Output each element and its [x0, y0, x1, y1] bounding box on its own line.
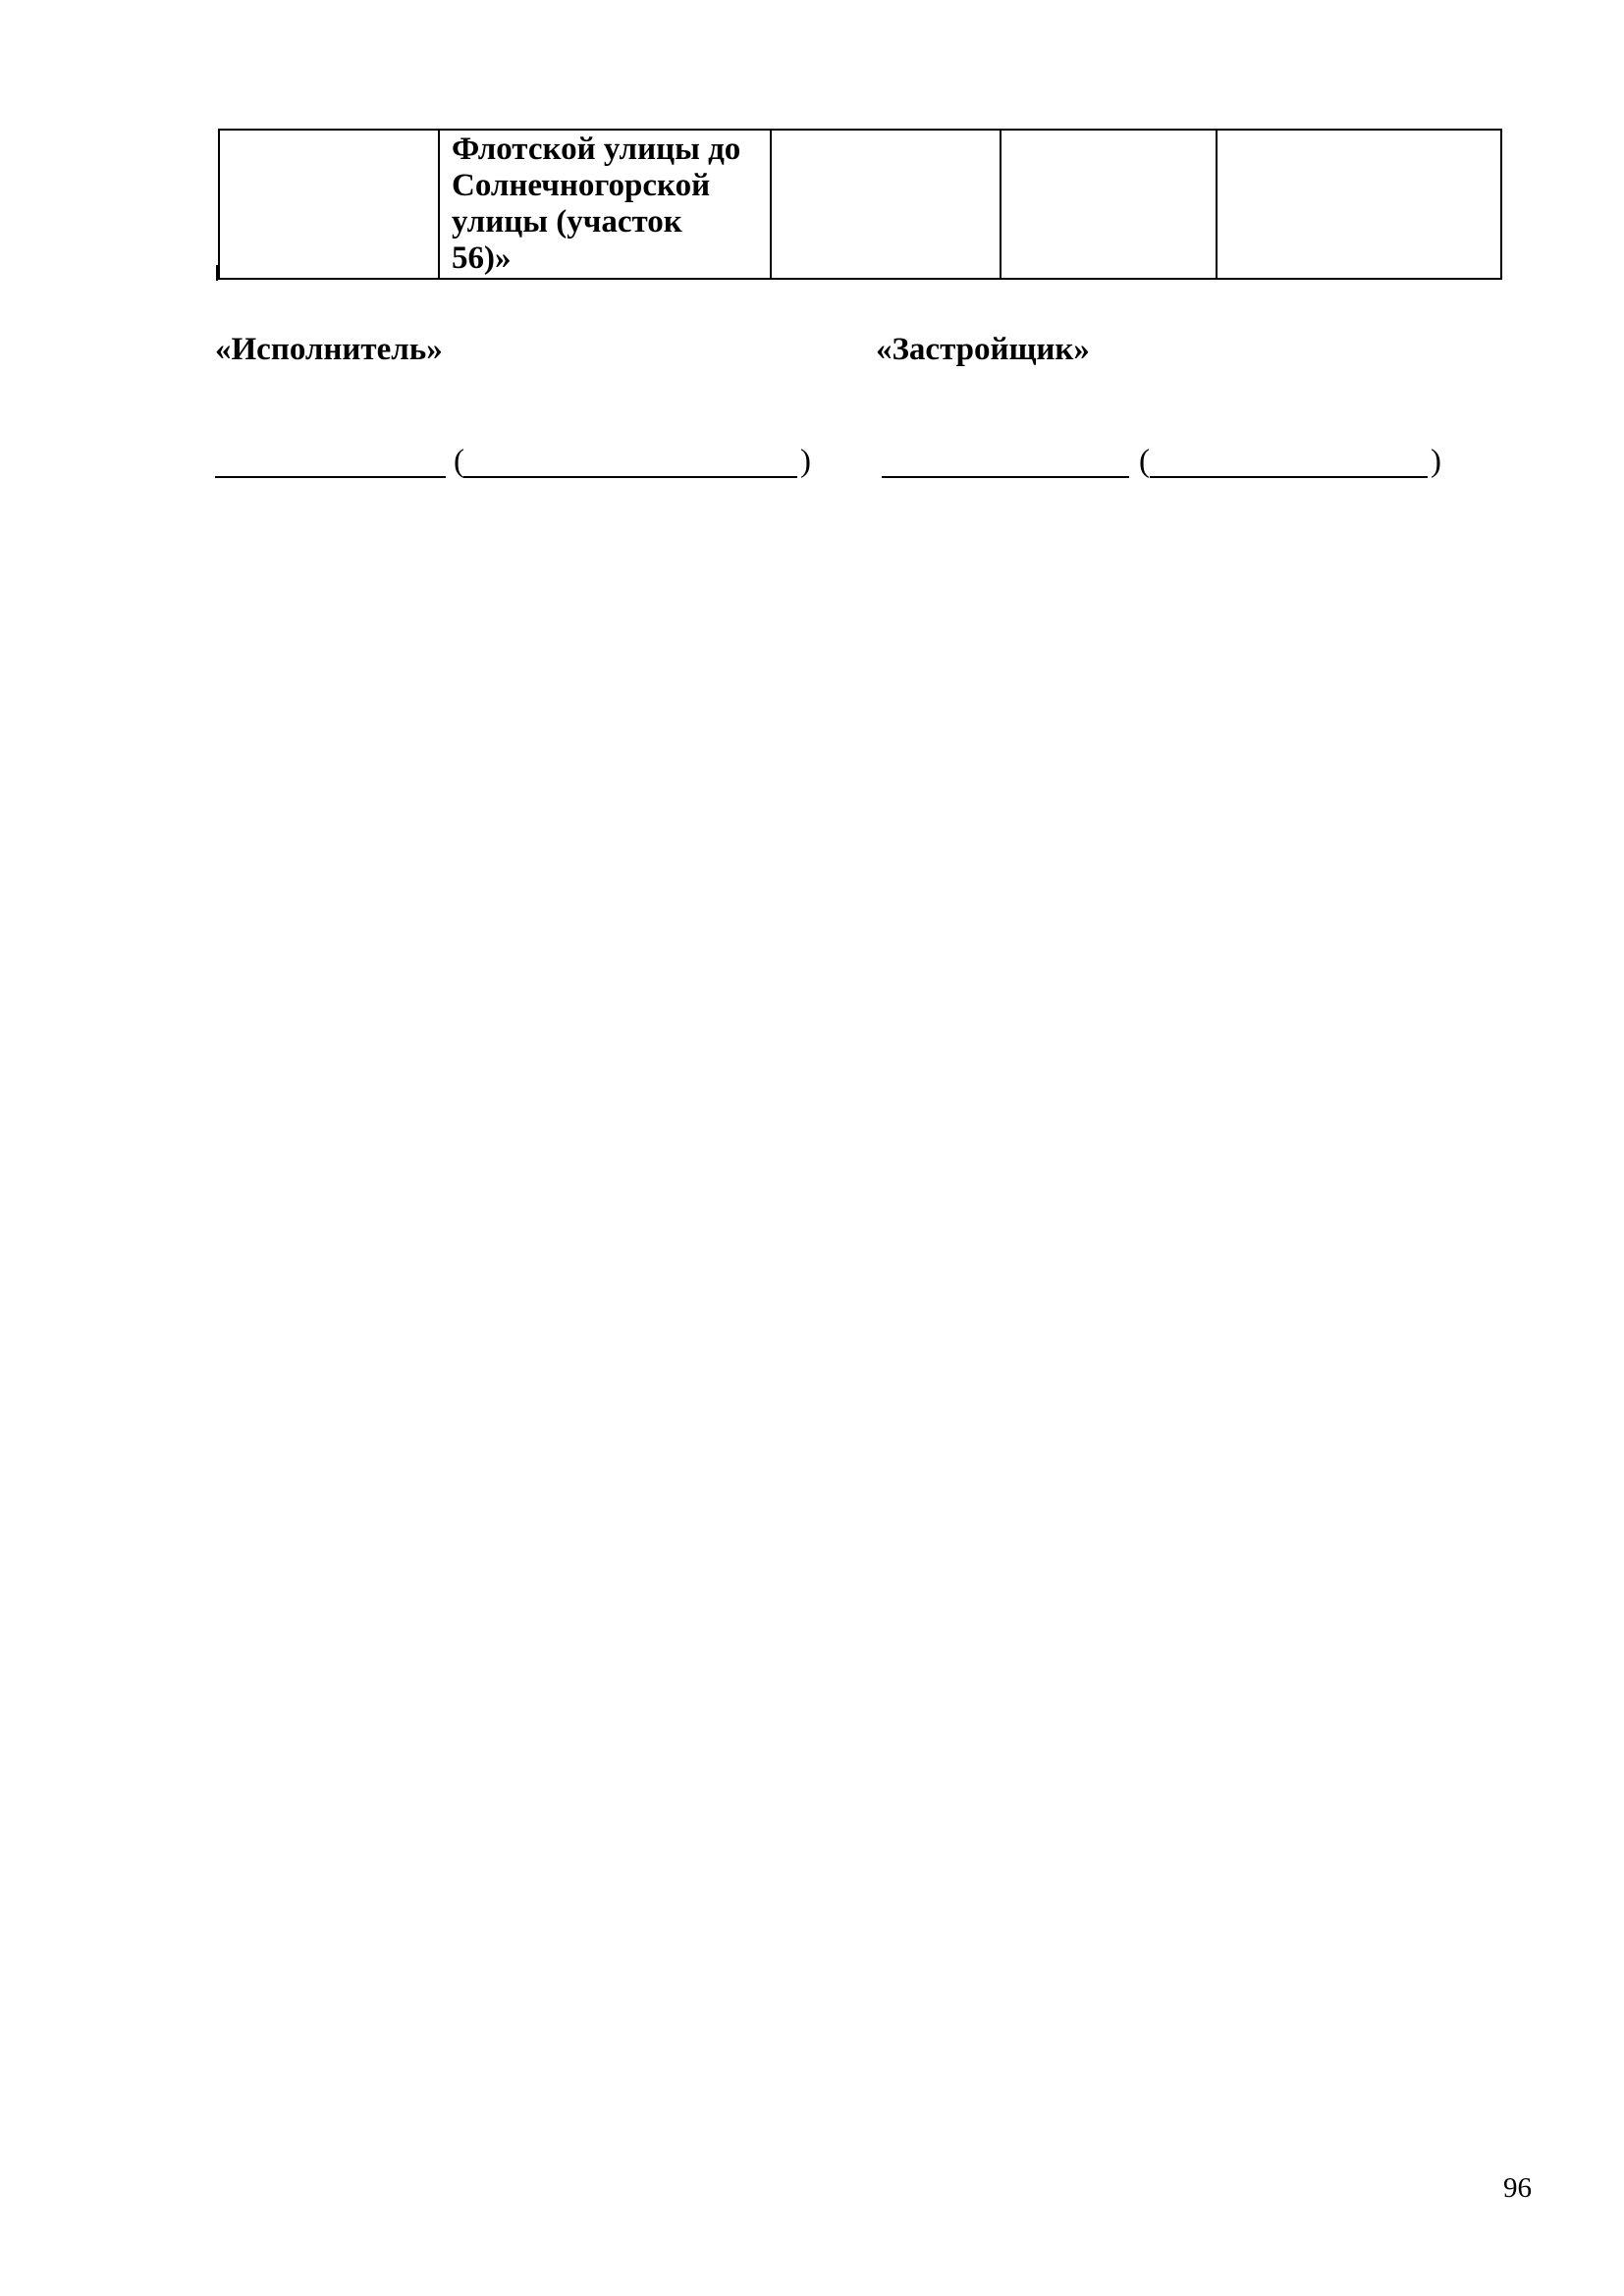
table-cell-empty-1	[219, 130, 439, 279]
executor-label: «Исполнитель»	[215, 332, 443, 367]
page-number: 96	[1503, 2172, 1532, 2204]
developer-paren-open: (	[1139, 444, 1150, 479]
table-left-tick	[216, 265, 218, 281]
table-cell-empty-4	[1001, 130, 1217, 279]
developer-label: «Застройщик»	[876, 332, 1090, 367]
developer-name-line	[1150, 476, 1428, 478]
developer-signature-line	[882, 476, 1129, 478]
section-name-text	[440, 131, 770, 277]
developer-paren-close: )	[1431, 444, 1441, 479]
executor-name-line	[463, 476, 797, 478]
executor-signature-line	[215, 476, 446, 478]
table-cell-empty-5	[1217, 130, 1501, 279]
executor-paren-close: )	[800, 444, 811, 479]
section-name-line-2: Солнечногорской	[452, 168, 711, 203]
table-cell-section-name	[439, 130, 771, 279]
table-row	[219, 130, 1501, 279]
table-cell-empty-3	[771, 130, 1001, 279]
section-name-line-4: 56)»	[452, 240, 512, 276]
section-name-line-1: Флотской улицы до	[452, 132, 741, 167]
works-table	[218, 129, 1502, 280]
executor-paren-open: (	[454, 444, 464, 479]
section-name-line-3: улицы (участок	[452, 204, 682, 240]
